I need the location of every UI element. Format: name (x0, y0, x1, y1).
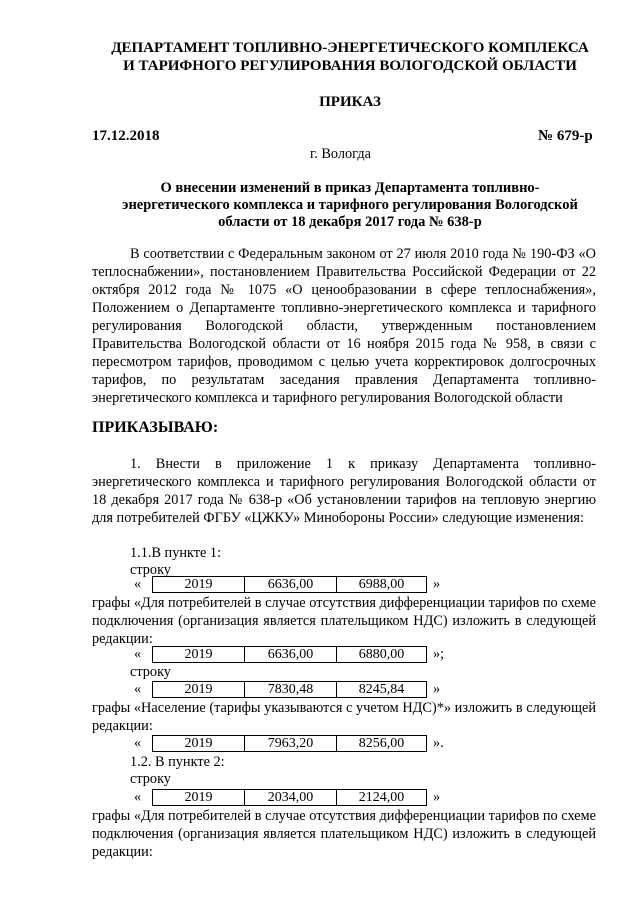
graph-text-a: графы «Для потребителей в случае отсутствия дифференциации тарифов по схеме подключения (организация является плательщиком НДС) изложить в следующей редакции: (92, 595, 596, 647)
order-number: № 679-р (538, 128, 593, 144)
subject-line2: энергетического комплекса и тарифного регулирования Вологодской (122, 197, 578, 213)
tariff-value-2: 6880,00 (337, 646, 427, 663)
quote-open: « (134, 646, 142, 662)
tariff-row-1 (134, 576, 440, 593)
quote-close: » (433, 576, 441, 592)
word-stroku-3: строку (130, 771, 171, 787)
subitem-1-2: 1.2. В пункте 2: (130, 754, 225, 770)
subject-line3: области от 18 декабря 2017 года № 638-р (218, 214, 482, 230)
quote-close: ». (433, 735, 444, 751)
quote-open: « (134, 789, 142, 805)
tariff-value-1: 6636,00 (245, 576, 337, 593)
tariff-value-2: 6988,00 (337, 576, 427, 593)
preamble-paragraph: В соответствии с Федеральным законом от 27 июля 2010 года № 190-ФЗ «О теплоснабжении», постановлением Правительства Российской Федерации от 22 октября 2012 года № 1075 «О ценообразовании в сфере теплоснабжения», Положением о Департаменте топливно-энергетического комплекса и тарифного регулирования Вологодской области, утвержденным постановлением Правительства Вологодской области от 16 ноября 2015 года № 958, в связи с пересмотром тарифов, проводимом с целью учета корректировок долгосрочных тарифов, по результатам заседания правления Департамента топливно-энергетического комплекса и тарифного регулирования Вологодской области (92, 246, 596, 406)
org-name-line1: ДЕПАРТАМЕНТ ТОПЛИВНО-ЭНЕРГЕТИЧЕСКОГО КОМПЛЕКСА (111, 40, 589, 56)
subject-line1: О внесении изменений в приказ Департамента топливно- (160, 180, 540, 196)
quote-open: « (134, 735, 142, 751)
tariff-value-2: 8256,00 (337, 735, 427, 752)
order-date: 17.12.2018 (92, 128, 160, 144)
tariff-year: 2019 (152, 681, 245, 698)
tariff-value-2: 2124,00 (337, 789, 427, 806)
city: г. Вологда (310, 146, 371, 162)
doc-type-title: ПРИКАЗ (319, 94, 381, 110)
word-stroku-2: строку (130, 664, 171, 680)
graph-text-c: графы «Для потребителей в случае отсутствия дифференциации тарифов по схеме подключения (организация является плательщиком НДС) изложить в следующей редакции: (92, 808, 596, 860)
tariff-row-4 (134, 735, 444, 752)
word-stroku-1: строку (130, 562, 171, 578)
tariff-row-2 (134, 646, 444, 663)
quote-open: « (134, 681, 142, 697)
tariff-year: 2019 (152, 646, 245, 663)
quote-close: » (433, 789, 441, 805)
tariff-value-1: 7963,20 (245, 735, 337, 752)
tariff-year: 2019 (152, 735, 245, 752)
tariff-value-1: 7830,48 (245, 681, 337, 698)
tariff-value-1: 2034,00 (245, 789, 337, 806)
tariff-value-2: 8245,84 (337, 681, 427, 698)
quote-close: » (433, 681, 441, 697)
quote-close: »; (433, 646, 445, 662)
tariff-row-5 (134, 789, 440, 806)
org-name-line2: И ТАРИФНОГО РЕГУЛИРОВАНИЯ ВОЛОГОДСКОЙ ОБЛАСТИ (123, 58, 577, 74)
subitem-1-1: 1.1.В пункте 1: (130, 545, 222, 561)
quote-open: « (134, 576, 142, 592)
tariff-year: 2019 (152, 789, 245, 806)
tariff-year: 2019 (152, 576, 245, 593)
graph-text-b: графы «Население (тарифы указываются с учетом НДС)*» изложить в следующей редакции: (92, 700, 596, 734)
order-word: ПРИКАЗЫВАЮ: (92, 419, 219, 436)
tariff-value-1: 6636,00 (245, 646, 337, 663)
item-1-paragraph: 1. Внести в приложение 1 к приказу Департамента топливно-энергетического комплекса и тарифного регулирования Вологодской области от 18 декабря 2017 года № 638-р «Об установлении тарифов на тепловую энергию для потребителей ФГБУ «ЦЖКУ» Минобороны России» следующие изменения: (92, 456, 596, 526)
tariff-row-3 (134, 681, 440, 698)
